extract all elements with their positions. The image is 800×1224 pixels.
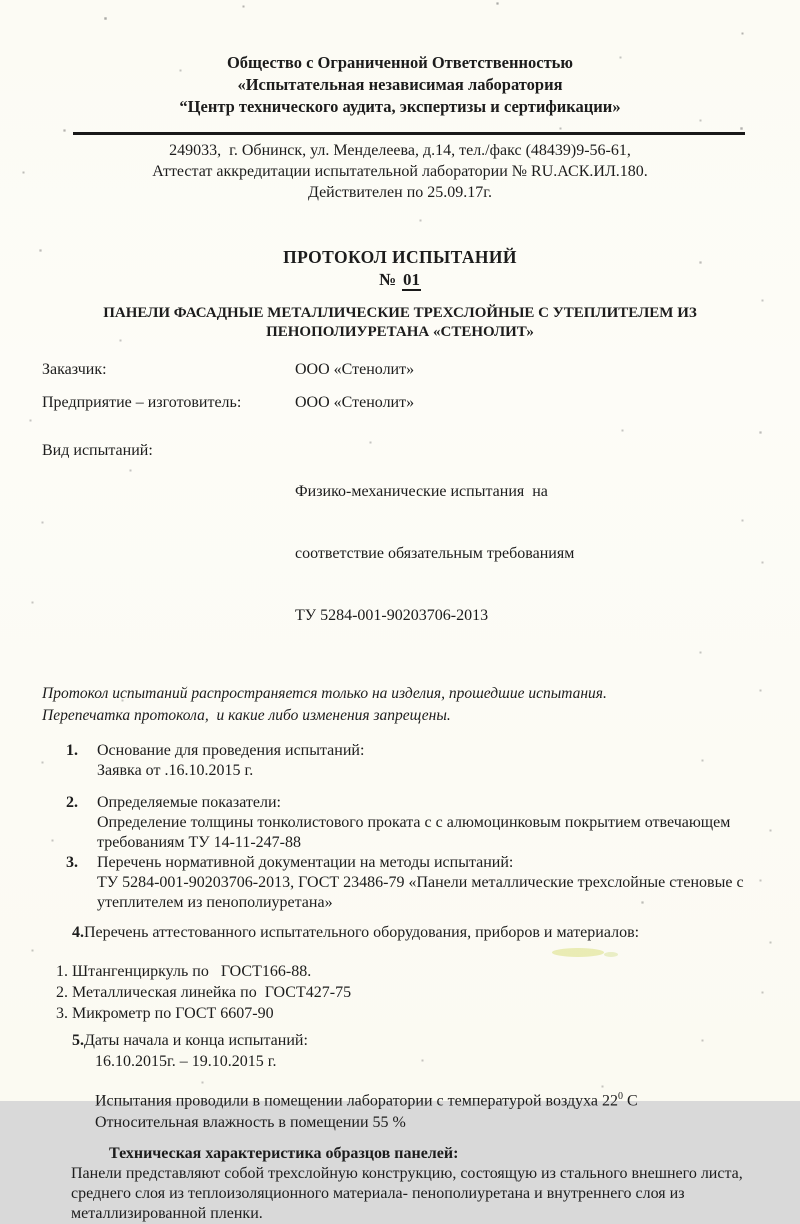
disclaimer-block bbox=[0, 683, 800, 727]
manufacturer-label: Предприятие – изготовитель: bbox=[42, 394, 242, 411]
section-2-title: Определяемые показатели: bbox=[97, 794, 281, 811]
temperature-line bbox=[95, 1086, 800, 1112]
equipment-item-3: 3. Микрометр по ГОСТ 6607-90 bbox=[56, 1005, 274, 1022]
address-block bbox=[0, 140, 800, 203]
section-4-title: Перечень аттестованного испытательного оборудования, приборов и материалов: bbox=[84, 924, 640, 941]
disclaimer-line-2: Перепечатка протокола, и какие либо изменения запрещены. bbox=[42, 707, 451, 724]
numbered-sections bbox=[0, 741, 800, 913]
section-4-equipment-heading bbox=[0, 923, 800, 943]
temperature-superscript: 0 bbox=[618, 1091, 624, 1102]
temperature-text: Испытания проводили в помещении лаборатории с температурой воздуха 22 bbox=[95, 1092, 619, 1110]
customer-row bbox=[0, 360, 800, 380]
section-1-content bbox=[97, 741, 364, 781]
section-1-basis bbox=[0, 741, 800, 781]
customer-label: Заказчик: bbox=[42, 361, 107, 378]
org-name-line-2: «Испытательная независимая лаборатория bbox=[237, 75, 563, 94]
test-conditions bbox=[0, 1086, 800, 1134]
tech-characteristics-body: Панели представляют собой трехслойную конструкцию, состоящую из стального внешнего листа, среднего слоя из теплоизоляционного материала- пенополиуретана и внутреннего слоя из металлизированной пленки. bbox=[71, 1165, 747, 1223]
section-4-number: 4. bbox=[72, 924, 84, 941]
yellow-smudge-artifact-small bbox=[604, 952, 618, 957]
test-type-value bbox=[295, 441, 574, 667]
test-dates: 16.10.2015г. – 19.10.2015 г. bbox=[95, 1053, 277, 1070]
section-5-number: 5. bbox=[72, 1032, 84, 1049]
disclaimer-line-1: Протокол испытаний распространяется только на изделия, прошедшие испытания. bbox=[42, 685, 607, 702]
equipment-item-1: 1. Штангенциркуль по ГОСТ166-88. bbox=[56, 963, 312, 980]
section-3-normative-docs bbox=[0, 853, 800, 913]
section-1-title: Основание для проведения испытаний: bbox=[97, 742, 365, 759]
section-2-number: 2. bbox=[66, 794, 78, 811]
section-1-body: Заявка от .16.10.2015 г. bbox=[97, 762, 254, 779]
test-type-line-3: ТУ 5284-001-90203706-2013 bbox=[295, 607, 489, 624]
organization-header bbox=[0, 0, 800, 118]
section-3-title: Перечень нормативной документации на методы испытаний: bbox=[97, 854, 514, 871]
yellow-smudge-artifact bbox=[552, 948, 604, 957]
org-name-line-3: “Центр технического аудита, экспертизы и сертификации» bbox=[179, 97, 621, 116]
test-type-line-1: Физико-механические испытания на bbox=[295, 483, 548, 500]
subject-line-1: ПАНЕЛИ ФАСАДНЫЕ МЕТАЛЛИЧЕСКИЕ ТРЕХСЛОЙНЫЕ С УТЕПЛИТЕЛЕМ ИЗ bbox=[103, 305, 697, 321]
temperature-unit: С bbox=[623, 1092, 638, 1110]
humidity-line: Относительная влажность в помещении 55 % bbox=[95, 1114, 406, 1132]
protocol-number-label: № bbox=[378, 270, 397, 289]
section-3-content bbox=[97, 853, 748, 913]
test-type-label: Вид испытаний: bbox=[42, 442, 153, 459]
validity-line: Действителен по 25.09.17г. bbox=[307, 184, 493, 201]
section-3-number: 3. bbox=[66, 854, 78, 871]
tech-characteristics-heading: Техническая характеристика образцов панелей: bbox=[109, 1145, 459, 1163]
customer-value: ООО «Стенолит» bbox=[295, 361, 415, 378]
header-divider-line bbox=[73, 132, 745, 135]
org-name-line-1: Общество с Ограниченной Ответственностью bbox=[226, 53, 574, 72]
protocol-subject bbox=[0, 304, 800, 342]
protocol-number bbox=[0, 268, 800, 292]
section-2-content bbox=[97, 793, 748, 853]
section-2-indicators bbox=[0, 793, 800, 853]
protocol-title: ПРОТОКОЛ ИСПЫТАНИЙ bbox=[283, 247, 517, 267]
manufacturer-row bbox=[0, 393, 800, 413]
section-1-number: 1. bbox=[66, 742, 78, 759]
test-type-line-2: соответствие обязательным требованиям bbox=[295, 545, 575, 562]
subject-line-2: ПЕНОПОЛИУРЕТАНА «СТЕНОЛИТ» bbox=[266, 324, 534, 340]
manufacturer-value: ООО «Стенолит» bbox=[295, 394, 415, 411]
address-line: 249033, г. Обнинск, ул. Менделеева, д.14, тел./факс (48439)9-56-61, bbox=[169, 142, 631, 159]
section-2-body: Определение толщины тонколистового проката с с алюмоцинковым покрытием отвечающем требованиям ТУ 14-11-247-88 bbox=[97, 814, 735, 851]
equipment-list bbox=[0, 961, 800, 1024]
protocol-number-value: 01 bbox=[403, 270, 421, 289]
test-type-row bbox=[0, 441, 800, 667]
accreditation-line: Аттестат аккредитации испытательной лаборатории № RU.АСК.ИЛ.180. bbox=[152, 163, 648, 180]
section-5-dates-heading bbox=[0, 1031, 800, 1051]
section-5-title: Даты начала и конца испытаний: bbox=[84, 1032, 308, 1049]
equipment-item-2: 2. Металлическая линейка по ГОСТ427-75 bbox=[56, 984, 352, 1001]
section-3-body: ТУ 5284-001-90203706-2013, ГОСТ 23486-79 «Панели металлические трехслойные стеновые с утеплителем из пенополиуретана» bbox=[97, 874, 748, 911]
